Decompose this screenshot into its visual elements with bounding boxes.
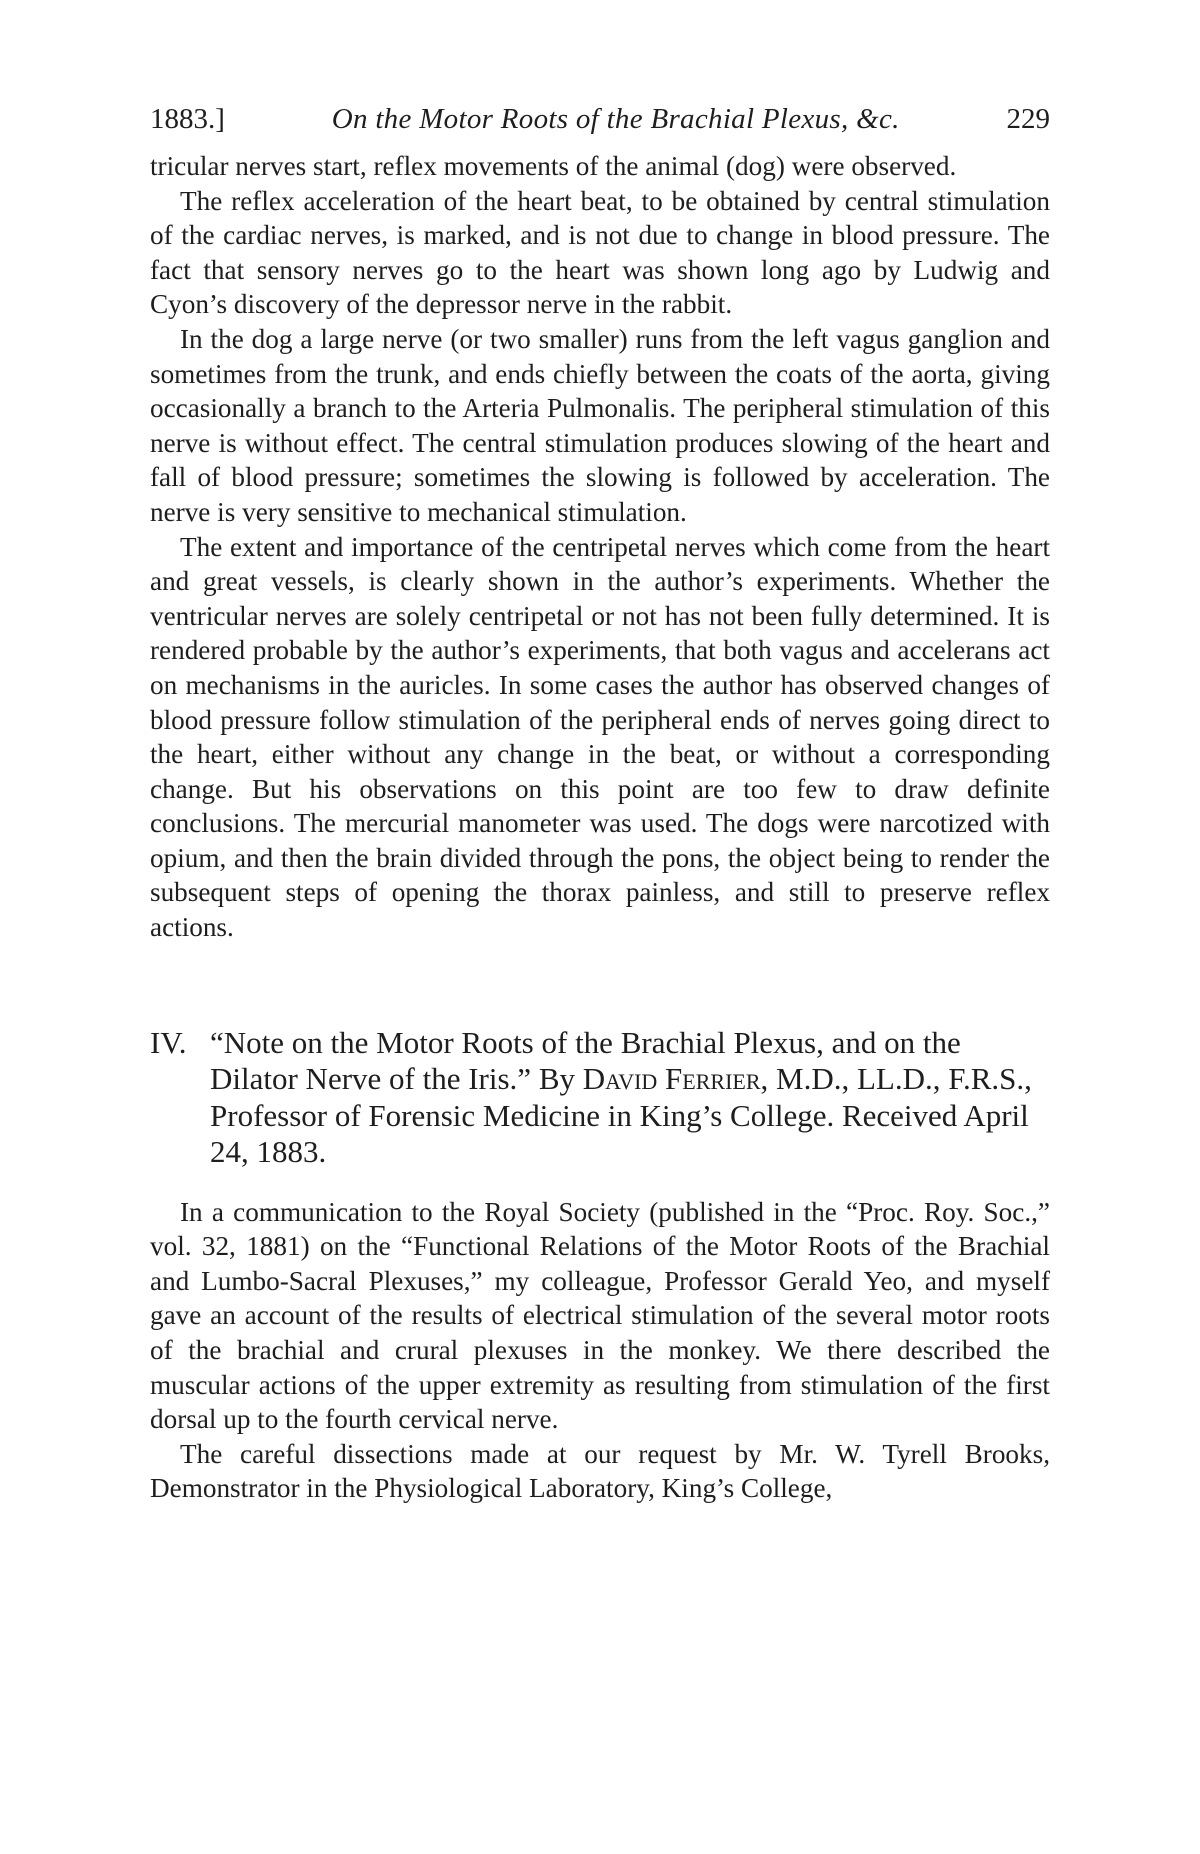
section-numeral: IV.: [150, 1024, 187, 1060]
body-text-top: [150, 149, 1050, 945]
paragraph: In the dog a large nerve (or two smaller) runs from the left vagus ganglion and sometimes from the trunk, and ends chiefly between the coats of the aorta, giving occasionally a branch to the Arteria Pulmonalis. The peripheral stimulation of this nerve is without effect. The central stimulation produces slowing of the heart and fall of blood pressure; sometimes the slowing is followed by acceleration. The nerve is very sensitive to mechanical stimulation.: [150, 323, 1050, 527]
section-heading: [150, 1025, 1050, 1171]
paragraph: The extent and importance of the centripetal nerves which come from the heart and great vessels, is clearly shown in the author’s experiments. Whether the ventricular nerves are solely centripetal or not has not been fully determined. It is rendered probable by the author’s experiments, that both vagus and accelerans act on mechanisms in the auricles. In some cases the author has observed changes of blood pressure follow stimulation of the peripheral ends of nerves going direct to the heart, either without any change in the beat, or without a corresponding change. But his observations on this point are too few to draw definite conclusions. The mercurial manometer was used. The dogs were narcotized with opium, and then the brain divided through the pons, the object being to render the subsequent steps of opening the thorax painless, and still to preserve reflex actions.: [150, 531, 1050, 943]
paragraph-continued: tricular nerves start, reflex movements of the animal (dog) were observed.: [150, 151, 957, 181]
section-credentials: , M.D., LL.D., F.R.S., Professor of Forensic Medicine in King’s College. Received April 24, 1883.: [210, 1061, 1032, 1170]
paragraph: The reflex acceleration of the heart beat, to be obtained by central stimulation of the cardiac nerves, is marked, and is not due to change in blood pressure. The fact that sensory nerves go to the heart was shown long ago by Ludwig and Cyon’s discovery of the depressor nerve in the rabbit.: [150, 185, 1050, 320]
paragraph: In a communication to the Royal Society (published in the “Proc. Roy. Soc.,” vol. 32, 1881) on the “Functional Relations of the Motor Roots of the Brachial and Lumbo-Sacral Plexuses,” my colleague, Professor Gerald Yeo, and myself gave an account of the results of electrical stimulation of the several motor roots of the brachial and crural plexuses in the monkey. We there described the muscular actions of the upper extremity as resulting from stimulation of the first dorsal up to the fourth cervical nerve.: [150, 1196, 1050, 1435]
running-head-title: On the Motor Roots of the Brachial Plexus, &c.: [331, 103, 900, 135]
running-head-year: 1883.]: [150, 103, 225, 135]
running-head: [150, 105, 1050, 141]
section-title: [210, 1025, 1050, 1171]
page-number: 229: [1006, 103, 1050, 135]
paragraph: The careful dissections made at our request by Mr. W. Tyrell Brooks, Demonstrator in the Physiological Laboratory, King’s College,: [150, 1438, 1050, 1504]
document-page: [150, 105, 1050, 1506]
section-title-text: “Note on the Motor Roots of the Brachial Plexus, and on the Dilator Nerve of the Iris.” By: [210, 1024, 961, 1097]
section-spacer: [150, 945, 1050, 1025]
section-author: David Ferrier: [582, 1061, 761, 1097]
body-text-bottom: [150, 1195, 1050, 1506]
